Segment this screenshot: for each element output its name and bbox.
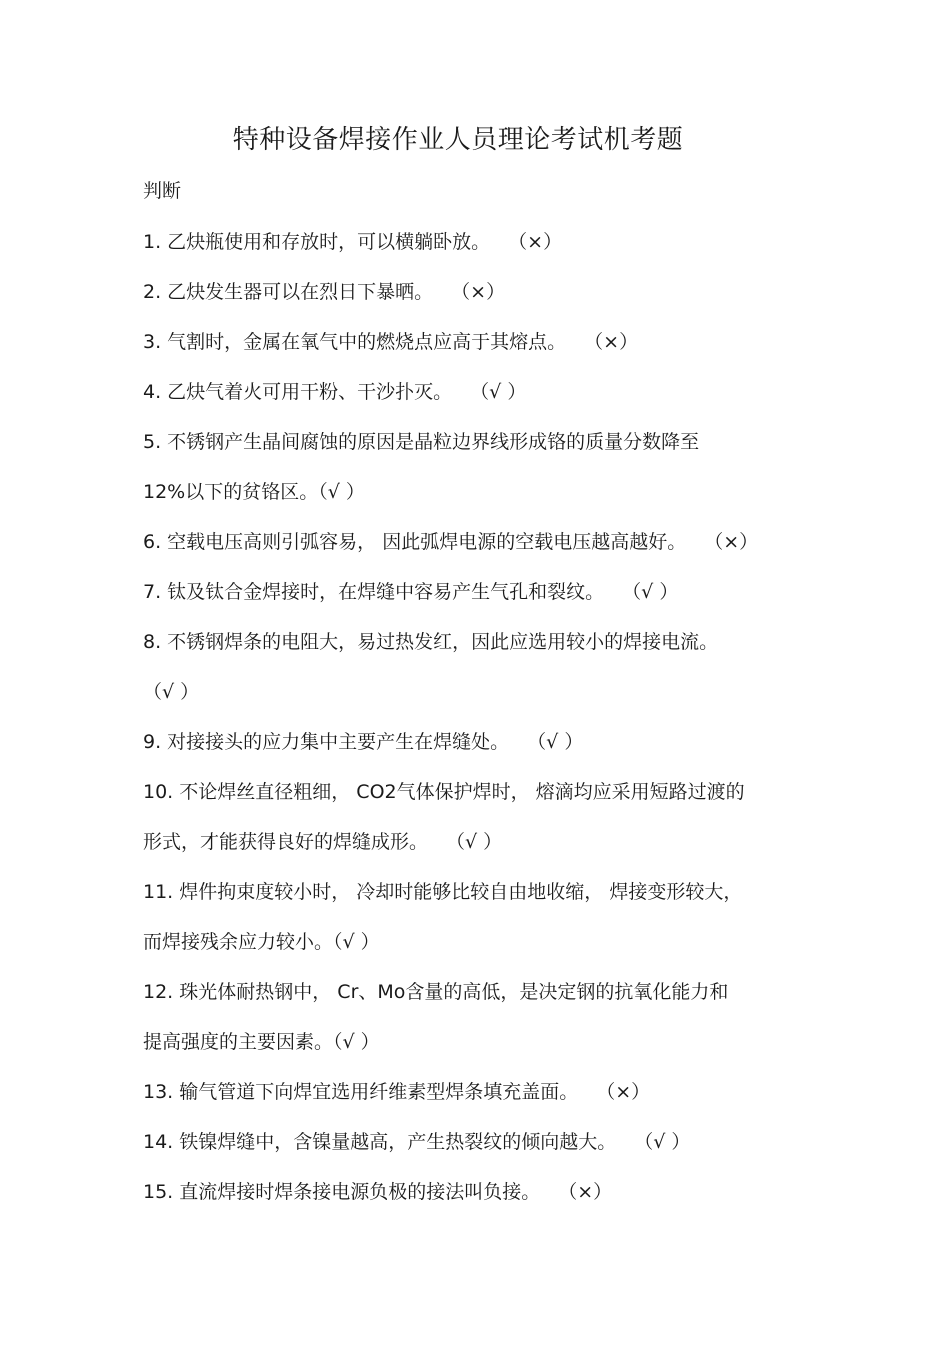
question-line <box>143 977 823 1027</box>
question-answer: （×） <box>451 281 506 303</box>
question-text: 12%以下的贫铬区。 <box>143 481 319 503</box>
question-text: 10. 不论焊丝直径粗细， CO2气体保护焊时， 熔滴均应采用短路过渡的 <box>143 781 745 803</box>
question-answer: （×） <box>558 1181 613 1203</box>
question-line <box>143 477 823 527</box>
question-line <box>143 227 823 277</box>
question-text: 4. 乙炔气着火可用干粉、干沙扑灭。 <box>143 381 453 403</box>
question-answer: （×） <box>584 331 639 353</box>
question-text: 形式，才能获得良好的焊缝成形。 <box>143 831 429 853</box>
question-line <box>143 877 823 927</box>
question-line <box>143 527 823 577</box>
question-line <box>143 327 823 377</box>
question-text: 14. 铁镍焊缝中，含镍量越高，产生热裂纹的倾向越大。 <box>143 1131 617 1153</box>
question-answer: （√ ） <box>333 1031 380 1053</box>
question-text: 11. 焊件拘束度较小时， 冷却时能够比较自由地收缩， 焊接变形较大， <box>143 881 743 903</box>
document-title: 特种设备焊接作业人员理论考试机考题 <box>232 125 684 155</box>
question-text: 提高强度的主要因素。 <box>143 1031 334 1053</box>
question-line <box>143 777 823 827</box>
question-line <box>143 577 823 627</box>
question-answer: （√ ） <box>527 731 584 753</box>
question-text: 8. 不锈钢焊条的电阻大，易过热发红，因此应选用较小的焊接电流。 <box>143 631 719 653</box>
question-line <box>143 1027 823 1077</box>
question-line <box>143 427 823 477</box>
question-line <box>143 277 823 327</box>
section-heading: 判断 <box>143 180 182 202</box>
question-text: 5. 不锈钢产生晶间腐蚀的原因是晶粒边界线形成铬的质量分数降至 <box>143 431 700 453</box>
question-line <box>143 1077 823 1127</box>
question-text: 1. 乙炔瓶使用和存放时，可以横躺卧放。 <box>143 231 491 253</box>
question-text: 3. 气割时，金属在氧气中的燃烧点应高于其熔点。 <box>143 331 567 353</box>
question-answer: （√ ） <box>622 581 679 603</box>
question-text: 15. 直流焊接时焊条接电源负极的接法叫负接。 <box>143 1181 541 1203</box>
question-answer: （×） <box>596 1081 651 1103</box>
question-answer: （√ ） <box>318 481 365 503</box>
question-answer: （√ ） <box>634 1131 691 1153</box>
question-line <box>143 927 823 977</box>
question-answer: （√ ） <box>333 931 380 953</box>
question-line <box>143 1177 823 1227</box>
question-answer: （√ ） <box>143 681 200 703</box>
question-text: 2. 乙炔发生器可以在烈日下暴晒。 <box>143 281 434 303</box>
question-list <box>143 227 823 1227</box>
question-text: 7. 钛及钛合金焊接时，在焊缝中容易产生气孔和裂纹。 <box>143 581 605 603</box>
question-line <box>143 677 823 727</box>
question-text: 12. 珠光体耐热钢中， Cr、Mo含量的高低，是决定钢的抗氧化能力和 <box>143 981 729 1003</box>
question-line <box>143 377 823 427</box>
question-line <box>143 827 823 877</box>
question-line <box>143 627 823 677</box>
question-text: 9. 对接接头的应力集中主要产生在焊缝处。 <box>143 731 510 753</box>
question-answer: （√ ） <box>446 831 503 853</box>
question-text: 而焊接残余应力较小。 <box>143 931 334 953</box>
question-line <box>143 1127 823 1177</box>
question-answer: （×） <box>704 531 759 553</box>
question-answer: （√ ） <box>470 381 527 403</box>
question-line <box>143 727 823 777</box>
question-text: 13. 输气管道下向焊宜选用纤维素型焊条填充盖面。 <box>143 1081 579 1103</box>
question-answer: （×） <box>508 231 563 253</box>
question-text: 6. 空载电压高则引弧容易， 因此弧焊电源的空载电压越高越好。 <box>143 531 687 553</box>
